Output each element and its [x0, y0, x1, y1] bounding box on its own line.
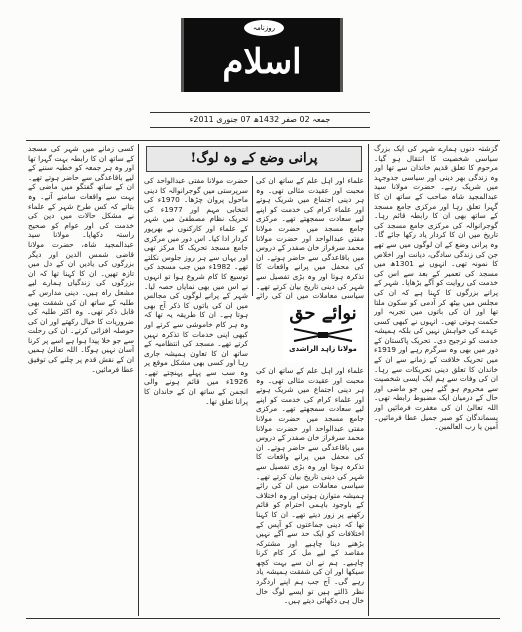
column-divider	[368, 144, 369, 616]
date-line: جمعہ 02 صفر 1432ھ 07 جنوری 2011ء	[150, 112, 370, 128]
column-byline: مولانا زاہد الراشدی	[289, 345, 357, 353]
column-name: نوائے حق	[289, 303, 357, 324]
column-text: علماء اور اہل علم کے ساتھ ان کی محبت اور عقیدت مثالی تھی۔ وہ ہر دینی اجتماع میں شریک ہوتے اور علماء کرام کی خدمت کو اپنے لیے سعادت سمجھتے تھے۔ مرکزی جامع مسجد میں حضرت مولانا مفتی عبدالواحد اور حضرت مولانا محمد سرفراز خان صفدر کے دروس میں باقاعدگی سے حاضر ہوتے۔ ان کی محفل میں پرانے واقعات کا تذکرہ ہوتا اور وہ بڑی تفصیل سے شہر کی دینی تاریخ بیان کرتے تھے۔ سیاسی معاملات میں ان کی رائے ہمیشہ متوازن ہوتی اور وہ اختلاف کے باوجود باہمی احترام کو قائم رکھنے پر زور دیتے تھے۔ ان کا کہنا تھا کہ دینی جماعتوں کو آپس کے اختلافات کو ایک حد سے آگے نہیں بڑھنے دینا چاہیے اور مشترکہ مقاصد کے لیے مل کر کام کرنا چاہیے۔ ہم نے ان سے بہت کچھ سیکھا اور ان کی شفقت ہمیشہ یاد رہے گی۔ آج جب ہم اپنے اردگرد نظر ڈالتے ہیں تو ایسے لوگ خال خال ہی دکھائی دیتے ہیں۔	[256, 366, 364, 606]
column-text: کسی زمانے میں شہر کی مسجد کے ساتھ ان کا رابطہ بہت گہرا تھا اور وہ ہر جمعہ کو خطبہ سننے کے لیے باقاعدگی سے حاضر ہوتے تھے۔ ان کے ساتھ گفتگو میں ماضی کے بہت سے واقعات سامنے آتے۔ وہ بتاتے کہ کس طرح شہر کے علماء نے مشکل حالات میں دین کی خدمت کی اور عوام کو صحیح راستہ دکھایا۔ مولانا سید عبدالمجید شاہ، حضرت مولانا قاضی شمس الدین اور دیگر بزرگوں کی یادیں ان کے دل میں تازہ تھیں۔ ان کا کہنا تھا کہ ان بزرگوں کی زندگیاں ہمارے لیے مشعل راہ ہیں۔ دینی مدارس کے طلبہ کے ساتھ ان کی شفقت بھی قابل ذکر تھی۔ وہ اکثر طلبہ کی ضروریات کا خیال رکھتے اور ان کی حوصلہ افزائی کرتے۔ ان کی رحلت سے جو خلا پیدا ہوا ہے اسے پر کرنا آسان نہیں ہوگا۔ اللہ تعالیٰ ہمیں ان کے نقش قدم پر چلنے کی توفیق عطا فرمائیں۔	[28, 144, 134, 374]
article-headline: پرانی وضع کے وہ لوگ!	[146, 146, 362, 172]
masthead-title: اسلام	[222, 42, 302, 82]
article-column-middle-lower	[256, 366, 364, 616]
column-divider	[138, 144, 139, 616]
masthead-tag: روزنامہ	[244, 20, 284, 36]
article-column-middle-left	[144, 176, 248, 616]
newspaper-masthead	[181, 18, 343, 92]
column-text: حضرت مولانا مفتی عبدالواحد کی سرپرستی میں گوجرانوالہ کا دینی ماحول پروان چڑھا۔ 1970ء کی انتخابی مہم اور 1977ء کی تحریک نظام مصطفیٰ میں شہر کے علماء اور کارکنوں نے بھرپور کردار ادا کیا۔ اس دور میں مرکزی جامع مسجد تحریک کا مرکز تھی اور یہاں سے ہر روز جلوس نکلتے تھے۔ 1982ء میں جب مسجد کی توسیع کا کام شروع ہوا تو انہوں نے اس میں بھی نمایاں حصہ لیا۔ شہر کے پرانے لوگوں کی مجالس میں ان کی باتوں کا ذکر آج بھی ہوتا ہے۔ ان کا طریقہ یہ تھا کہ وہ ہر کام خاموشی سے کرتے اور کبھی اپنی خدمات کا تذکرہ نہیں کرتے تھے۔ مسجد کی انتظامیہ کے ساتھ ان کا تعاون ہمیشہ جاری رہا اور کسی بھی مشکل موقع پر وہ سب سے پہلے پہنچتے تھے۔ 1926ء میں قائم ہونے والی انجمن کے ساتھ ان کے خاندان کا پرانا تعلق تھا۔	[144, 176, 248, 406]
article-column-right	[374, 144, 498, 616]
column-logo	[282, 302, 364, 362]
crossed-swords-icon	[288, 326, 358, 344]
column-text: علماء اور اہل علم کے ساتھ ان کی محبت اور عقیدت مثالی تھی۔ وہ ہر دینی اجتماع میں شریک ہوتے اور علماء کرام کی خدمت کو اپنے لیے سعادت سمجھتے تھے۔ مرکزی جامع مسجد میں حضرت مولانا مفتی عبدالواحد اور حضرت مولانا محمد سرفراز خان صفدر کے دروس میں باقاعدگی سے حاضر ہوتے۔ ان کی محفل میں پرانے واقعات کا تذکرہ ہوتا اور وہ بڑی تفصیل سے شہر کی دینی تاریخ بیان کرتے تھے۔ سیاسی معاملات میں ان کی رائے	[256, 176, 364, 300]
article-column-left	[28, 144, 134, 616]
column-text: گزشتہ دنوں ہمارے شہر کی ایک بزرگ سیاسی شخصیت کا انتقال ہو گیا۔ مرحوم کا تعلق قدیم خاندان سے تھا اور وہ زندگی بھر دینی اور سیاسی جدوجہد میں شریک رہے۔ حضرت مولانا سید عبدالمجید شاہ صاحب کے ساتھ ان کا گہرا تعلق رہا اور مرکزی جامع مسجد کے ساتھ بھی ان کا رابطہ قائم رہا۔ گوجرانوالہ کی مرکزی جامع مسجد کی تاریخ میں ان کا کردار یاد رکھا جائے گا۔ وہ پرانی وضع کے ان لوگوں میں سے تھے جن کی زندگی سادگی، دیانت اور اخلاص کا نمونہ تھی۔ انہوں نے 1301ھ میں مسجد کی تعمیر کے بعد سے اس کی خدمت کی روایت کو آگے بڑھایا۔ شہر کے پرانے بزرگوں کا کہنا ہے کہ ان کی مجلس میں بیٹھ کر آدمی کو سکون ملتا تھا اور ان کی باتوں میں تجربہ اور حکمت ہوتی تھی۔ انہوں نے کبھی کسی عہدے کی خواہش نہیں کی بلکہ ہمیشہ خدمت کو ترجیح دی۔ تحریک پاکستان کے دور میں بھی وہ سرگرم رہے اور 1919ء میں تحریک خلافت کے زمانے سے ان کے خاندان کا تعلق دینی تحریکات سے رہا۔ ان کی وفات سے ہم ایک ایسی شخصیت سے محروم ہو گئے ہیں جو ماضی اور حال کے درمیان ایک مضبوط رابطہ تھی۔ اللہ تعالیٰ ان کی مغفرت فرمائیں اور پسماندگان کو صبر جمیل عطا فرمائیں۔ آمین یا رب العالمین۔	[374, 144, 498, 432]
frame-bottom-rule	[26, 618, 500, 619]
frame-top-rule	[26, 140, 500, 141]
article-column-middle-right	[256, 176, 364, 300]
column-divider	[252, 176, 253, 296]
